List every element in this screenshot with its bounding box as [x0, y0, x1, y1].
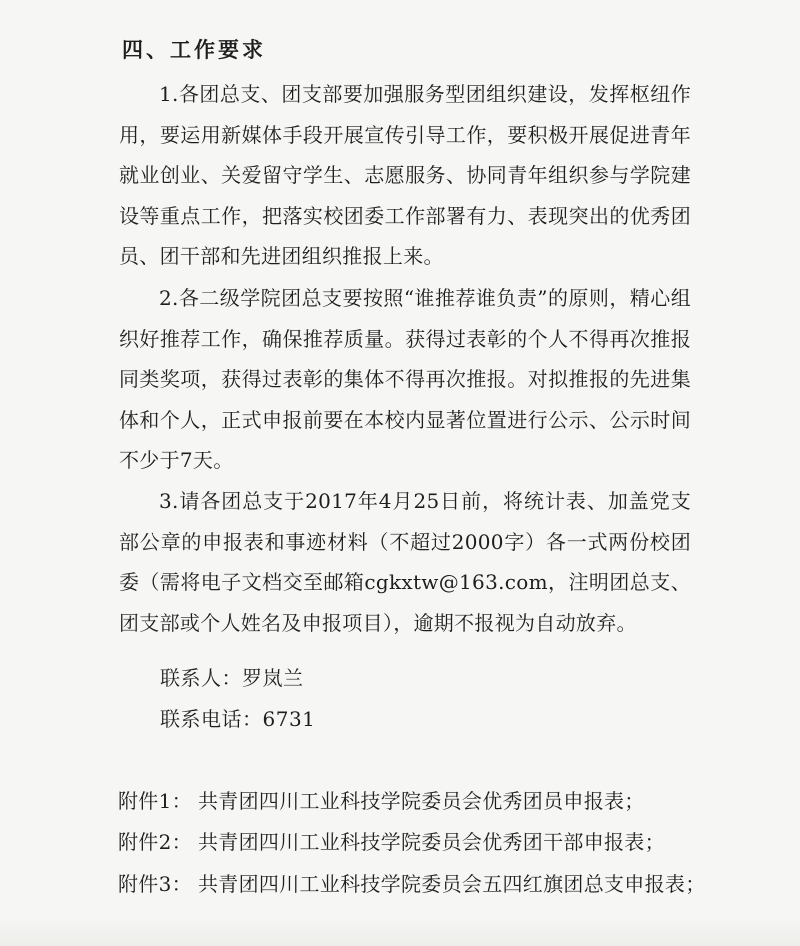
requirement-paragraph-2: 2.各二级学院团总支要按照“谁推荐谁负责”的原则，精心组织好推荐工作，确保推荐质量。获得过表彰的个人不得再次推报同类奖项，获得过表彰的集体不得再次推报。对拟推报的先进集体和个人，正式申报前要在本校内显著位置进行公示、公示时间不少于7天。: [119, 286, 691, 472]
requirement-paragraph-3: 3.请各团总支于2017年4月25日前，将统计表、加盖党支部公章的申报表和事迹材料（不超过2000字）各一式两份校团委（需将电子文档交至邮箱cgkxtw@163.com，注明团总支、团支部或个人姓名及申报项目），逾期不报视为自动放弃。: [119, 489, 691, 635]
section-title: 四、工作要求: [122, 37, 266, 62]
attachment-3: [118, 864, 778, 905]
contact-person: 联系人：罗岚兰: [160, 666, 304, 690]
attachment-2: [118, 822, 698, 863]
attachment-1: [118, 781, 698, 822]
attachment-title: 共青团四川工业科技学院委员会五四红旗团总支申报表；: [198, 872, 706, 896]
scan-edge-shading: [0, 916, 800, 946]
attachment-label: 附件1：: [118, 789, 192, 813]
attachment-title: 共青团四川工业科技学院委员会优秀团干部申报表；: [198, 830, 665, 854]
attachment-title: 共青团四川工业科技学院委员会优秀团员申报表；: [198, 789, 645, 813]
attachment-label: 附件2：: [118, 830, 192, 854]
requirement-paragraph-1: 1.各团总支、团支部要加强服务型团组织建设，发挥枢纽作用，要运用新媒体手段开展宣传引导工作，要积极开展促进青年就业创业、关爱留守学生、志愿服务、协同青年组织参与学院建设等重点工作，把落实校团委工作部署有力、表现突出的优秀团员、团干部和先进团组织推报上来。: [119, 82, 691, 268]
contact-phone: 联系电话：6731: [160, 707, 316, 731]
attachment-label: 附件3：: [118, 872, 192, 896]
